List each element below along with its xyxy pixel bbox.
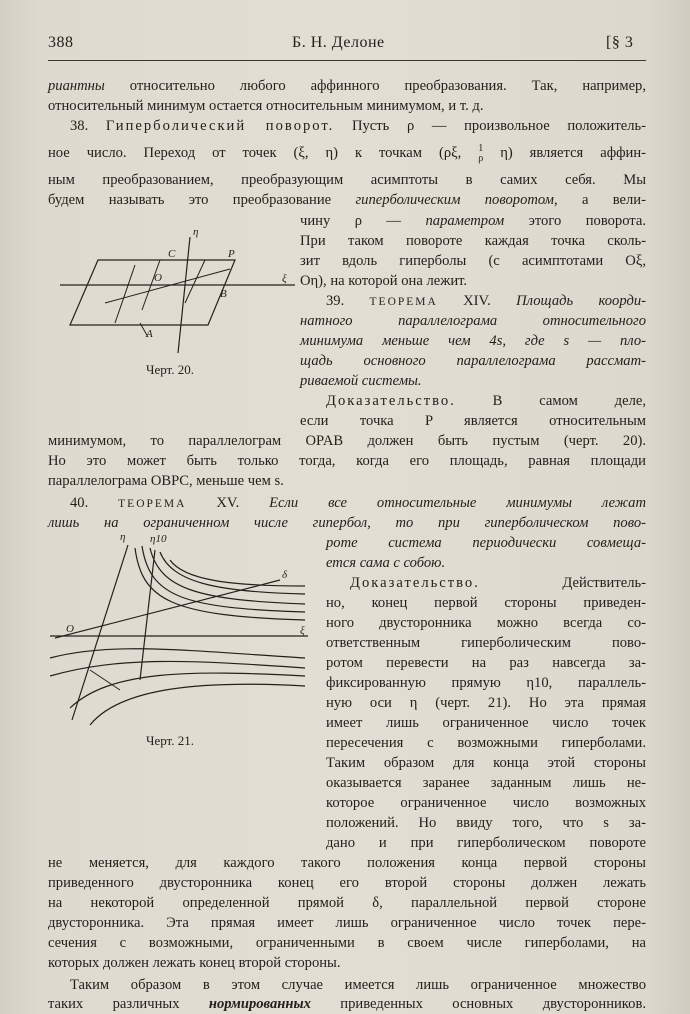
text-line: которых должен лежать конец второй стороны.	[48, 955, 341, 971]
text-line: чину ρ — параметром этого поворота.	[300, 213, 646, 229]
text-line: ответственным гиперболическим пово-	[326, 635, 646, 651]
hyperbola-8	[70, 673, 305, 708]
text-line: Oη), на которой она лежит.	[300, 273, 468, 289]
text-line: дано и при гиперболическом повороте	[326, 835, 646, 851]
text-line: натного параллелограма относительного	[300, 313, 646, 329]
text-line: минимума меньше чем 4s, где s — пло-	[300, 333, 646, 349]
text-line: приведенного двусторонника конец его второй стороны должен лежать	[48, 875, 646, 891]
text-line: оказывается заранее заданным лишь не-	[326, 775, 646, 791]
text-line: относительный минимум остается относительным минимумом, и т. д.	[48, 98, 484, 114]
fig21-label-delta: δ	[282, 569, 288, 581]
text-line: если точка P является относительным	[300, 413, 646, 429]
text-line: двусторонника. Эта прямая имеет лишь ограниченное число точек пере-	[48, 915, 646, 931]
text-line: 38. Гиперболический поворот. Пусть ρ — произвольное положитель-	[70, 118, 646, 134]
page-number: 388	[48, 34, 74, 51]
hyperbola-9	[90, 684, 305, 725]
text-line: ную оси η (черт. 21). Но эта прямая	[326, 695, 646, 711]
fig21-label-xi: ξ	[300, 625, 305, 637]
text-line: Доказательство. Действитель-	[350, 575, 646, 591]
text-line: риантны относительно любого аффинного преобразования. Так, например,	[48, 78, 646, 94]
eta-axis	[72, 545, 128, 720]
text-line: ного двусторонника можно всегда со-	[326, 615, 646, 631]
fig20-label-c: C	[168, 248, 176, 260]
text-line: лишь на ограниченном числе гипербол, то при гиперболическом пово-	[48, 515, 646, 531]
text-line: минимумом, то параллелограм OPAB должен быть пустым (черт. 20).	[48, 433, 646, 449]
text-line: При таком повороте каждая точка сколь-	[300, 233, 646, 249]
text-line: на некоторой определенной прямой δ, параллельной первой стороне	[48, 895, 646, 911]
figure-20-caption: Черт. 20.	[146, 362, 195, 377]
text-line: зит вдоль гиперболы (с асимптотами Oξ,	[300, 253, 646, 269]
text-line: Но это может быть только тогда, когда его площадь, равная площади	[48, 453, 646, 469]
fig20-label-a: A	[146, 328, 153, 340]
text-line: но, конец первой стороны приведен-	[326, 595, 646, 611]
text-line: пересечения с возможными гиперболами.	[326, 735, 646, 751]
fig21-label-eta: η	[120, 531, 126, 543]
parallelogram-base	[70, 260, 235, 325]
fig20-label-o: O	[154, 272, 162, 284]
text-line: щадь основного параллелограма рассмат-	[300, 353, 646, 369]
text-line: Доказательство. В самом деле,	[326, 393, 646, 409]
header-rule	[48, 60, 646, 61]
text-line: которое ограниченное число возможных	[326, 795, 646, 811]
text-line: Таким образом в этом случае имеется лишь ограниченное множество	[70, 977, 646, 993]
figure-21-caption: Черт. 21.	[146, 733, 195, 748]
text-line: ным преобразованием, преобразующим асимптоты в самих себя. Мы	[48, 172, 646, 188]
fig20-label-p: P	[228, 248, 235, 260]
fig20-label-xi: ξ	[282, 273, 287, 285]
fig20-label-b: B	[220, 288, 227, 300]
text-line: будем называть это преобразование гиперболическим поворотом, а вели-	[48, 192, 646, 208]
text-line: фиксированную прямую η10, параллель-	[326, 675, 646, 691]
text-line: сечения с возможными, ограниченными в своем числе гиперболами, на	[48, 935, 646, 951]
text-line: 40. ТЕОРЕМА XV. Если все относительные минимумы лежат	[70, 495, 646, 511]
figure-20	[60, 225, 300, 355]
fig20-label-eta: η	[193, 226, 199, 238]
text-line: Таким образом для конца этой стороны	[326, 755, 646, 771]
hyperbola-6	[50, 649, 305, 658]
text-line: положений. Но ввиду того, что s за-	[326, 815, 646, 831]
text-line: таких различных нормированных приведенных основных двусторонников.	[48, 996, 646, 1012]
text-line: параллелограма OBPC, меньше чем s.	[48, 473, 284, 489]
text-line: 39. ТЕОРЕМА XIV. Площадь коорди-	[326, 293, 646, 309]
figure-21	[50, 530, 320, 730]
fig21-label-eta10: η10	[150, 533, 167, 545]
text-line: не меняется, для каждого такого положения конца первой стороны	[48, 855, 646, 871]
running-title: Б. Н. Делоне	[292, 34, 385, 51]
text-line: риваемой системы.	[300, 373, 422, 389]
text-line: имеет лишь ограниченное число точек	[326, 715, 646, 731]
hyperbola-2	[142, 546, 305, 612]
text-line: ротом перевести на раз навсегда за-	[326, 655, 646, 671]
text-line: ное число. Переход от точек (ξ, η) к точкам (ρξ, 1 ρ η) является аффин-	[48, 142, 647, 164]
fig21-label-o: O	[66, 623, 74, 635]
section-marker: [§ 3	[606, 34, 634, 51]
text-line: ется сама с собою.	[326, 555, 446, 571]
text-line: роте система периодически совмеща-	[326, 535, 646, 551]
